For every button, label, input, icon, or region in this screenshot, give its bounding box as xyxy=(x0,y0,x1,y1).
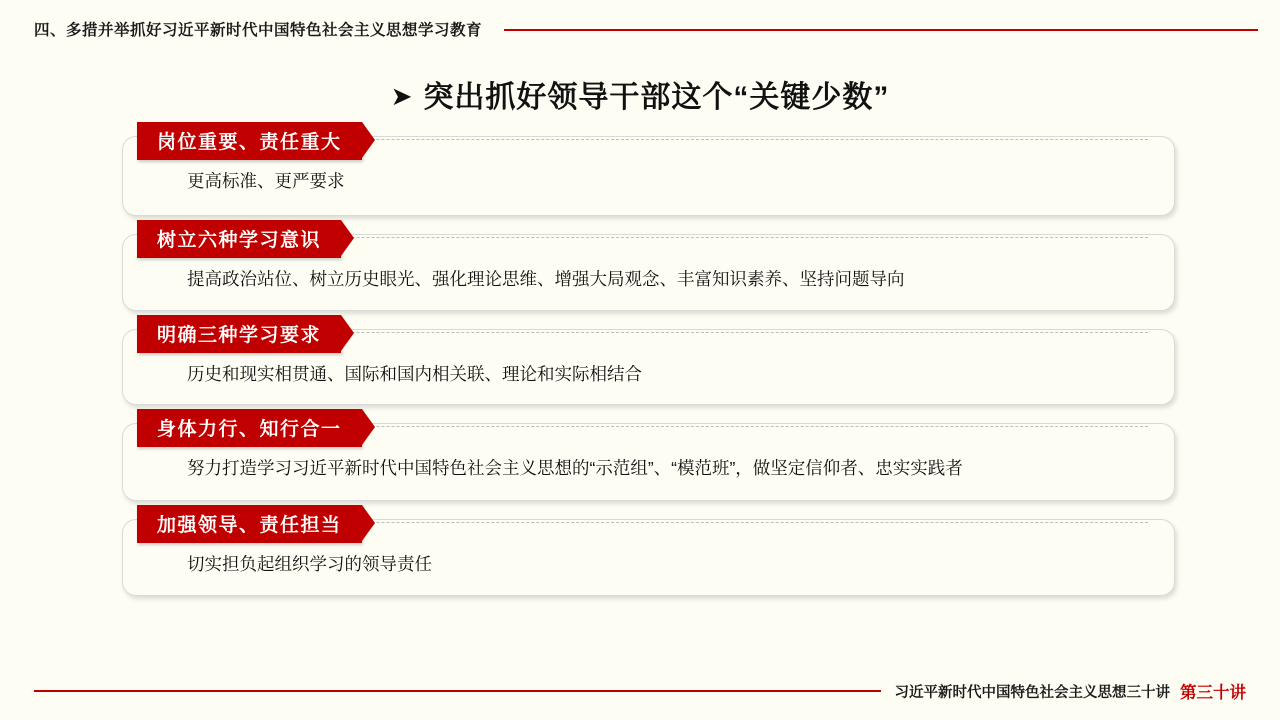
block-text: 更高标准、更严要求 xyxy=(187,171,345,191)
chevron-right-bullet-icon: ➤ xyxy=(390,81,414,111)
content-block xyxy=(110,515,1175,595)
content-area xyxy=(110,132,1175,614)
block-text: 努力打造学习习近平新时代中国特色社会主义思想的“示范组”、“模范班”，做坚定信仰者、忠实实践者 xyxy=(187,458,963,479)
block-tag: 树立六种学习意识 xyxy=(137,220,341,258)
block-text: 历史和现实相贯通、国际和国内相关联、理论和实际相结合 xyxy=(187,363,642,384)
content-block xyxy=(110,230,1175,310)
block-text: 提高政治站位、树立历史眼光、强化理论思维、增强大局观念、丰富知识素养、坚持问题导向 xyxy=(187,269,905,290)
header-divider xyxy=(504,29,1258,31)
content-panel xyxy=(122,230,1175,310)
content-panel xyxy=(122,132,1175,216)
block-tag: 岗位重要、责任重大 xyxy=(137,122,362,160)
content-panel xyxy=(122,324,1175,405)
footer-series-title: 习近平新时代中国特色社会主义思想三十讲 xyxy=(894,684,1170,701)
content-block xyxy=(110,132,1175,216)
page-title-text: 突出抓好领导干部这个“关键少数” xyxy=(423,81,890,114)
footer-lecture-number: 第三十讲 xyxy=(1180,684,1246,702)
slide-footer xyxy=(0,678,1280,704)
page-title xyxy=(0,72,1280,116)
block-tag: 加强领导、责任担当 xyxy=(137,505,362,543)
footer-divider xyxy=(34,690,881,692)
content-panel xyxy=(122,419,1175,501)
block-tag: 身体力行、知行合一 xyxy=(137,409,362,447)
content-panel xyxy=(122,515,1175,595)
slide-header xyxy=(0,14,1280,44)
header-title: 四、多措并举抓好习近平新时代中国特色社会主义思想学习教育 xyxy=(34,22,483,39)
block-text: 切实担负起组织学习的领导责任 xyxy=(187,554,432,575)
content-block xyxy=(110,419,1175,501)
content-block xyxy=(110,324,1175,405)
block-tag: 明确三种学习要求 xyxy=(137,315,341,353)
